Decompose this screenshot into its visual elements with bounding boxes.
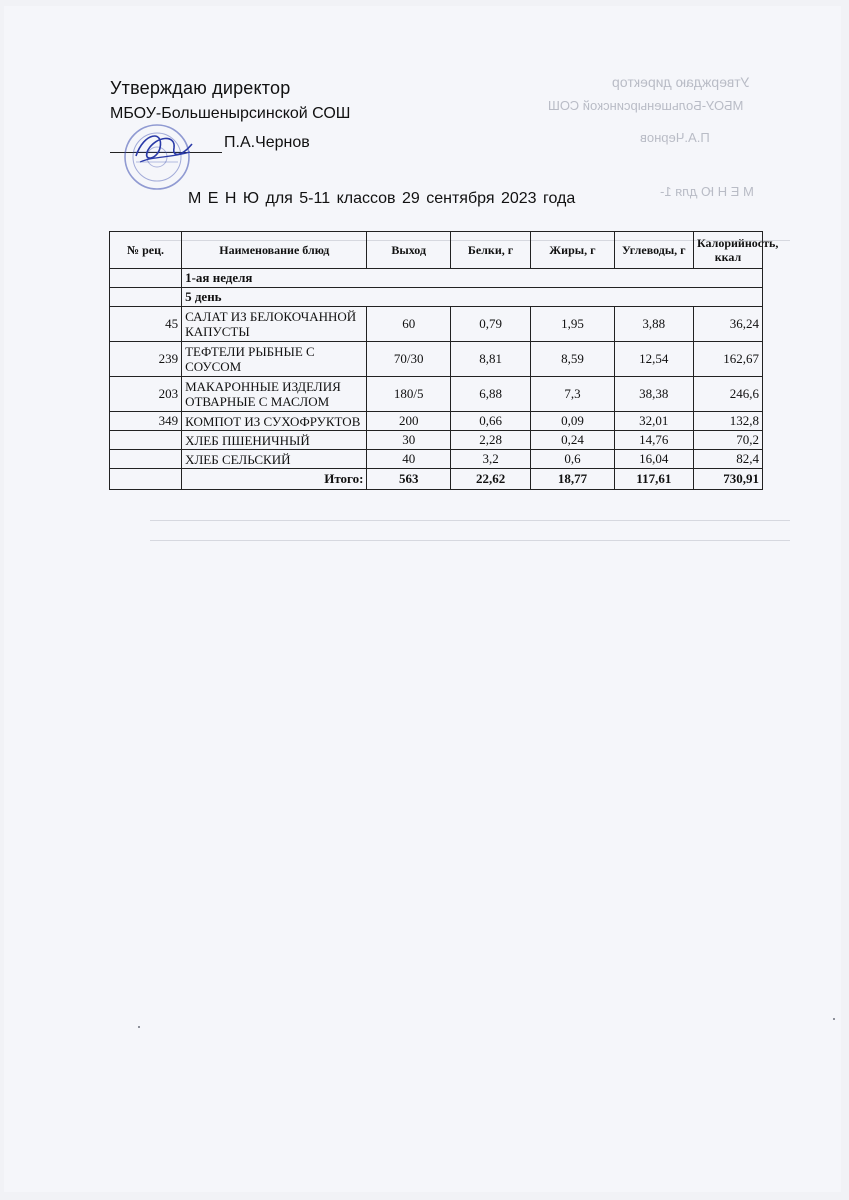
output-cell: 180/5 (367, 377, 450, 412)
protein-cell: 2,28 (450, 431, 530, 450)
output-cell: 60 (367, 307, 450, 342)
total-label: Итого: (182, 469, 367, 490)
table-row (110, 377, 763, 412)
table-header-row (110, 232, 763, 269)
output-cell: 30 (367, 431, 450, 450)
recipe-number: 45 (110, 307, 182, 342)
menu-title: М Е Н Ю для 5-11 классов 29 сентября 2023 года (188, 190, 576, 207)
approval-title: Утверждаю директор (110, 78, 291, 98)
week-label: 1-ая неделя (182, 269, 763, 288)
ghost-title: М Е Н Ю для 1- (660, 184, 754, 199)
table-row (110, 342, 763, 377)
output-cell: 40 (367, 450, 450, 469)
kcal-cell: 36,24 (693, 307, 762, 342)
kcal-cell: 132,8 (693, 412, 762, 431)
kcal-cell: 246,6 (693, 377, 762, 412)
dish-name: МАКАРОННЫЕ ИЗДЕЛИЯ ОТВАРНЫЕ С МАСЛОМ (182, 377, 367, 412)
protein-cell: 0,79 (450, 307, 530, 342)
fat-cell: 0,09 (531, 412, 614, 431)
fat-cell: 0,6 (531, 450, 614, 469)
approval-school: МБОУ-Большенырсинской СОШ (110, 105, 351, 122)
total-protein: 22,62 (450, 469, 530, 490)
total-fat: 18,77 (531, 469, 614, 490)
scan-speck (138, 1026, 140, 1028)
approval-block (110, 78, 350, 123)
col-header-kcal: Калорийность, ккал (693, 232, 762, 269)
ghost-signer: П.А.Чернов (640, 130, 710, 145)
recipe-number (110, 450, 182, 469)
output-cell: 70/30 (367, 342, 450, 377)
protein-cell: 0,66 (450, 412, 530, 431)
dish-name: САЛАТ ИЗ БЕЛОКОЧАННОЙ КАПУСТЫ (182, 307, 367, 342)
total-row (110, 469, 763, 490)
menu-table (109, 231, 779, 490)
col-header-protein: Белки, г (450, 232, 530, 269)
col-header-output: Выход (367, 232, 450, 269)
kcal-cell: 70,2 (693, 431, 762, 450)
protein-cell: 6,88 (450, 377, 530, 412)
total-carbs: 117,61 (614, 469, 693, 490)
ghost-table-line (150, 540, 790, 541)
day-row (110, 288, 763, 307)
fat-cell: 0,24 (531, 431, 614, 450)
carbs-cell: 12,54 (614, 342, 693, 377)
col-header-carbs: Углеводы, г (614, 232, 693, 269)
handwritten-signature-icon (130, 126, 200, 170)
total-kcal: 730,91 (693, 469, 762, 490)
fat-cell: 8,59 (531, 342, 614, 377)
carbs-cell: 14,76 (614, 431, 693, 450)
col-header-recipe: № рец. (110, 232, 182, 269)
table-row (110, 450, 763, 469)
protein-cell: 3,2 (450, 450, 530, 469)
ghost-approval-line2: МБОУ-Большенырсинской СОШ (548, 98, 744, 113)
dish-name: КОМПОТ ИЗ СУХОФРУКТОВ (182, 412, 367, 431)
kcal-cell: 162,67 (693, 342, 762, 377)
carbs-cell: 16,04 (614, 450, 693, 469)
table-row (110, 412, 763, 431)
recipe-number: 239 (110, 342, 182, 377)
day-label: 5 день (182, 288, 763, 307)
dish-name: ХЛЕБ ПШЕНИЧНЫЙ (182, 431, 367, 450)
kcal-cell: 82,4 (693, 450, 762, 469)
recipe-number: 203 (110, 377, 182, 412)
table-row (110, 307, 763, 342)
recipe-number (110, 431, 182, 450)
output-cell: 200 (367, 412, 450, 431)
week-row (110, 269, 763, 288)
ghost-table-line (150, 520, 790, 521)
protein-cell: 8,81 (450, 342, 530, 377)
signer-name: П.А.Чернов (224, 134, 310, 151)
table-row (110, 431, 763, 450)
ghost-approval-line1: Утверждаю директор (612, 74, 750, 90)
carbs-cell: 3,88 (614, 307, 693, 342)
fat-cell: 7,3 (531, 377, 614, 412)
col-header-dish: Наименование блюд (182, 232, 367, 269)
carbs-cell: 38,38 (614, 377, 693, 412)
dish-name: ТЕФТЕЛИ РЫБНЫЕ С СОУСОМ (182, 342, 367, 377)
recipe-number: 349 (110, 412, 182, 431)
scan-speck (833, 1018, 835, 1020)
col-header-fat: Жиры, г (531, 232, 614, 269)
carbs-cell: 32,01 (614, 412, 693, 431)
dish-name: ХЛЕБ СЕЛЬСКИЙ (182, 450, 367, 469)
fat-cell: 1,95 (531, 307, 614, 342)
total-output: 563 (367, 469, 450, 490)
